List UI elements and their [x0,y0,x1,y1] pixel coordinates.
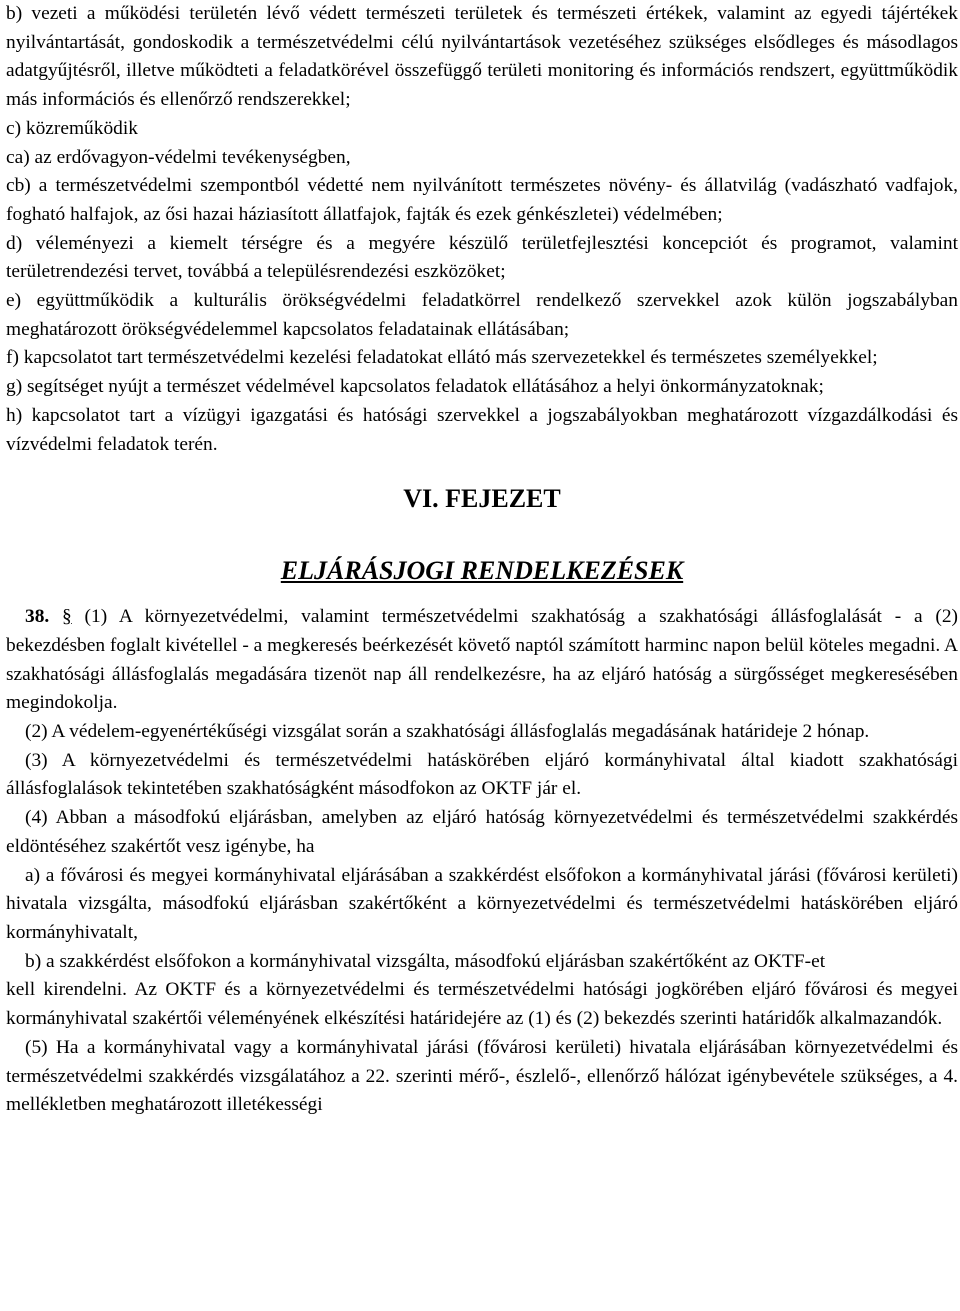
document-page [6,0,958,1120]
section-38-paragraph-4c: kell kirendelni. Az OKTF és a környezetvédelmi és természetvédelmi hatósági jogkörében eljáró fővárosi és megyei kormányhivatal szakértői véleményének elkészítési határidejére az (1) és (2) bekezdés szerinti határidők alkalmazandók. [6,979,958,1030]
section-sign: § [62,606,72,628]
item-g: g) segítséget nyújt a természet védelmével kapcsolatos feladatok ellátásához a helyi önkormányzatoknak; [6,376,824,398]
item-cb: cb) a természetvédelmi szempontból védetté nem nyilvánított természetes növény- és állatvilág (vadászható vadfajok, fogható halfajok, az ősi hazai háziasított állatfajok, fajták és ezek génkészletei) védelmében; [6,175,958,225]
chapter-title: ELJÁRÁSJOGI RENDELKEZÉSEK [280,556,684,586]
section-number: 38. [25,606,50,628]
section-38-paragraph-2: (2) A védelem-egyenértékűségi vizsgálat során a szakhatósági állásfoglalás megadásának határideje 2 hónap. [25,721,870,743]
item-c: c) közreműködik [6,117,138,139]
section-38-paragraph-5: (5) Ha a kormányhivatal vagy a kormányhivatal járási (fővárosi kerületi) hivatala eljárásában környezetvédelmi és természetvédelmi szakkérdés vizsgálatához a 22. szerinti mérő-, észlelő-, ellenőrző hálózat igénybevétele szükséges, a 4. mellékletben meghatározott illetékességi [6,1036,958,1116]
section-38-paragraph-4b: b) a szakkérdést elsőfokon a kormányhivatal vizsgálta, másodfokú eljárásban szakértőként az OKTF-et [25,950,826,972]
item-e: e) együttműködik a kulturális örökségvédelmi feladatkörrel rendelkező szervekkel azok külön jogszabályban meghatározott örökségvédelemmel kapcsolatos feladatainak ellátásában; [6,290,958,340]
item-h: h) kapcsolatot tart a vízügyi igazgatási és hatósági szervekkel a jogszabályokban meghatározott vízgazdálkodási és vízvédelmi feladatok terén. [6,404,958,455]
item-d: d) véleményezi a kiemelt térségre és a megyére készülő területfejlesztési koncepciót és programot, valamint területrendezési tervet, továbbá a településrendezési eszközöket; [6,232,958,283]
section-p1-text: (1) A környezetvédelmi, valamint természetvédelmi szakhatóság a szakhatósági állásfoglalását - a (2) bekezdésben foglalt kivétellel - a megkeresés beérkezését követő naptól számított harminc napon belül köteles megadni. A szakhatósági állásfoglalás megadására tizenöt nap áll rendelkezésre, ha az eljáró hatóság a sürgősséget megkeresésében megindokolja. [6,606,958,714]
item-ca: ca) az erdővagyon-védelmi tevékenységben, [6,146,351,168]
section-38-paragraph-4: (4) Abban a másodfokú eljárásban, amelyben az eljáró hatóság környezetvédelmi és természetvédelmi szakkérdés eldöntéséhez szakértőt vesz igénybe, ha [6,807,958,857]
section-38-paragraph-1 [6,603,958,718]
chapter-heading: VI. FEJEZET [403,484,561,514]
section-38-paragraph-3: (3) A környezetvédelmi és természetvédelmi hatáskörében eljáró kormányhivatal által kiadott szakhatósági állásfoglalások tekintetében szakhatóságként másodfokon az OKTF jár el. [6,749,958,800]
item-f: f) kapcsolatot tart természetvédelmi kezelési feladatokat ellátó más szervezetekkel és természetes személyekkel; [6,347,878,369]
section-38-paragraph-4a: a) a fővárosi és megyei kormányhivatal eljárásában a szakkérdést elsőfokon a kormányhivatal járási (fővárosi kerületi) hivatala vizsgálta, másodfokú eljárásban szakértőként a környezetvédelmi és természetvédelmi hatáskörében eljáró kormányhivatalt, [6,864,958,943]
item-b: b) vezeti a működési területén lévő védett természeti területek és természeti értékek, valamint az egyedi tájértékek nyilvántartását, gondoskodik a természetvédelmi célú nyilvántartások vezetéséhez szükséges elsődleges és másodlagos adatgyűjtésről, illetve működteti a feladatkörével összefüggő területi monitoring és információs rendszert, együttműködik más információs és ellenőrző rendszerekkel; [6,3,958,111]
